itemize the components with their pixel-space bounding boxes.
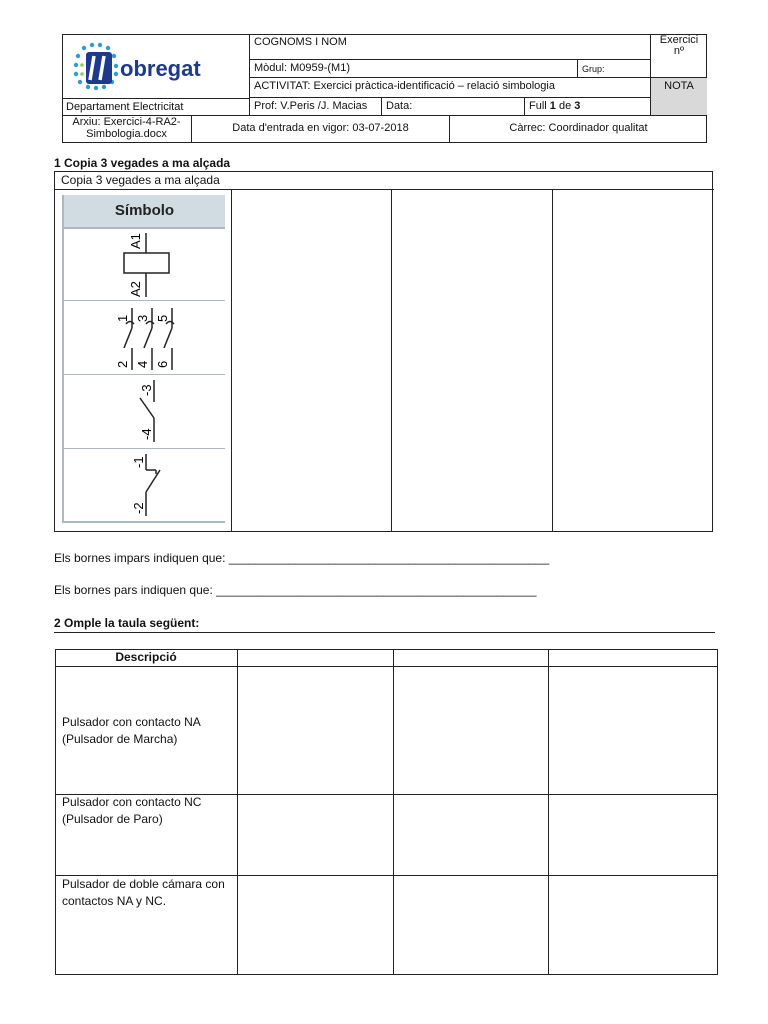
- exercici-cell: Exercici nº: [651, 34, 707, 78]
- symbol-coil: [64, 229, 225, 301]
- no-contact-icon: [64, 376, 225, 449]
- no-label-top: -3: [139, 384, 154, 396]
- pole-label-5: 5: [155, 314, 170, 322]
- simbolo-header: Símbolo: [64, 195, 225, 229]
- table-row-desc-2: Pulsador con contacto NC (Pulsador de Paro): [62, 795, 202, 826]
- coil-label-bottom: A2: [128, 281, 143, 297]
- pole-label-6: 6: [155, 360, 170, 368]
- three-pole-contact-icon: [64, 302, 225, 375]
- pole-label-2: 2: [115, 360, 130, 368]
- full-prefix: Full: [529, 100, 550, 112]
- nota-cell: NOTA: [651, 78, 707, 116]
- logo: [62, 34, 249, 98]
- descripcio-header: Descripció: [115, 650, 177, 664]
- copy-box-divider: [55, 189, 714, 190]
- symbol-panel: [62, 195, 226, 523]
- section2-underline: [54, 632, 715, 633]
- copy-col-2: [391, 189, 392, 532]
- symbol-three-pole: [64, 302, 225, 375]
- grup-cell: Grup:: [577, 60, 651, 78]
- full-num: 1: [549, 100, 556, 112]
- cognoms-cell: COGNOMS I NOM: [249, 34, 651, 60]
- pole-label-4: 4: [135, 360, 150, 368]
- arxiu-cell: Arxiu: Exercici-4-RA2-Simbologia.docx: [62, 116, 192, 143]
- description-table: [55, 649, 718, 975]
- table-row-line-1: [55, 666, 718, 667]
- full-total: 3: [574, 100, 581, 112]
- table-row-desc-1: Pulsador con contacto NA (Pulsador de Marcha): [62, 715, 201, 746]
- symbol-nc-contact: [64, 450, 225, 523]
- copy-col-1: [231, 189, 232, 532]
- question-pars[interactable]: Els bornes pars indiquen que: ________________________________________________: [54, 583, 537, 597]
- section2-heading: 2 Omple la taula següent:: [54, 616, 200, 630]
- coil-label-top: A1: [128, 233, 143, 249]
- data-cell: Data:: [381, 98, 524, 116]
- data-entrada-cell: Data d'entrada en vigor: 03-07-2018: [192, 116, 450, 143]
- modul-cell: Mòdul: M0959-(M1): [249, 60, 577, 78]
- coil-icon: [64, 229, 225, 301]
- symbol-no-contact: [64, 376, 225, 449]
- logo-graphic: [66, 36, 246, 96]
- table-col-3: [548, 649, 549, 975]
- nc-label-top: -1: [131, 456, 146, 468]
- full-cell: [524, 98, 651, 116]
- nc-label-bottom: -2: [131, 502, 146, 514]
- section1-heading: 1 Copia 3 vegades a ma alçada: [54, 156, 231, 170]
- activitat-cell: ACTIVITAT: Exercici pràctica-identificació – relació simbologia: [249, 78, 651, 98]
- pole-label-1: 1: [115, 314, 130, 322]
- carrec-cell: Càrrec: Coordinador qualitat: [509, 122, 648, 134]
- no-label-bottom: -4: [139, 428, 154, 440]
- question-impars[interactable]: Els bornes impars indiquen que: ________________________________________________: [54, 551, 550, 565]
- table-row-desc-3: Pulsador de doble cámara con contactos NA y NC.: [62, 877, 225, 908]
- full-mid: de: [555, 100, 575, 112]
- departament-cell: Departament Electricitat: [62, 98, 249, 116]
- logo-text: obregat: [120, 56, 201, 81]
- table-col-1: [237, 649, 238, 975]
- copy-col-3: [552, 189, 553, 532]
- copy-box-title: Copia 3 vegades a ma alçada: [61, 173, 220, 187]
- prof-cell: Prof: V.Peris /J. Macias: [249, 98, 381, 116]
- nc-contact-icon: [64, 450, 225, 523]
- table-col-2: [393, 649, 394, 975]
- pole-label-3: 3: [135, 314, 150, 322]
